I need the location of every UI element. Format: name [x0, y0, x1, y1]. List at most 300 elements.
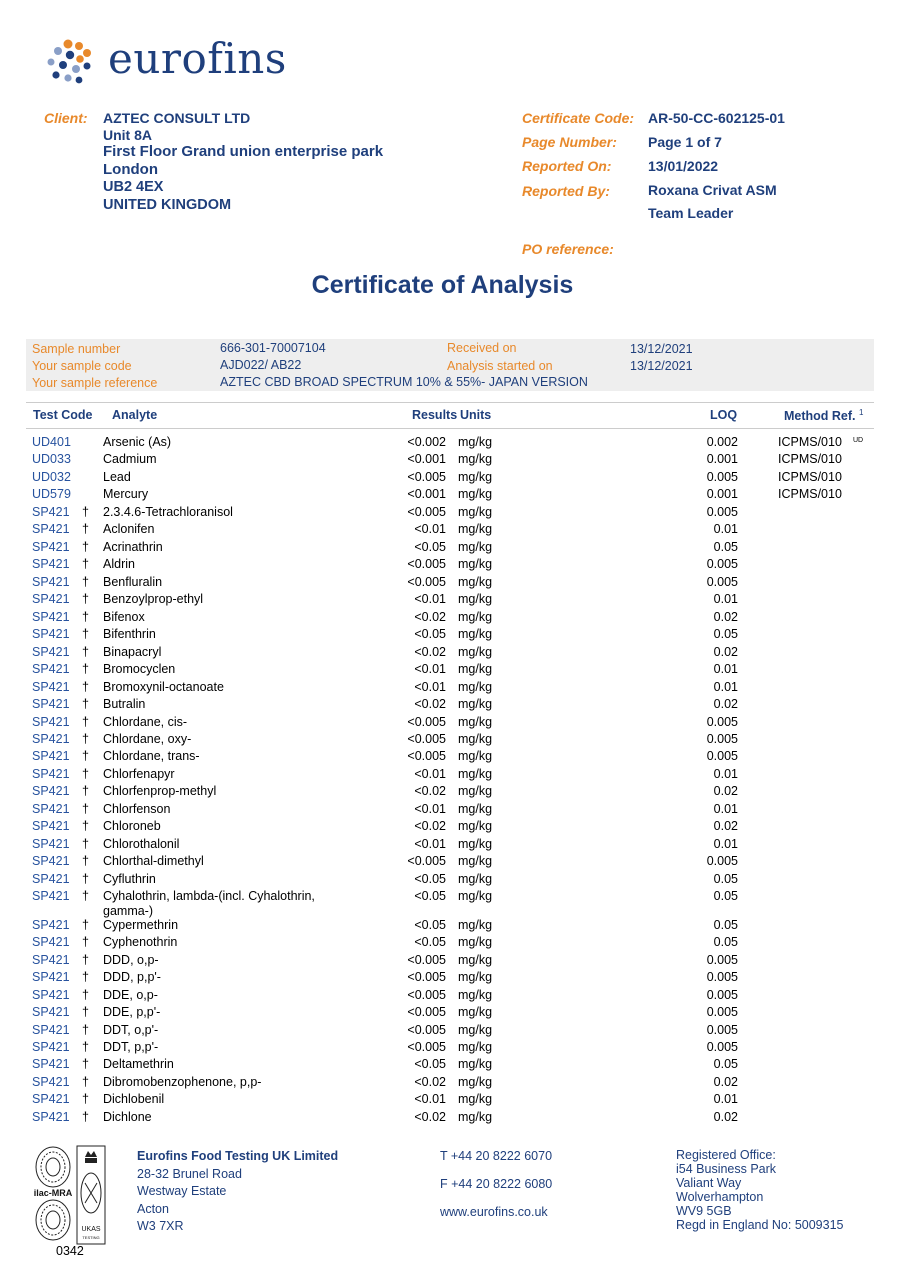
page-number-label: Page Number: — [522, 134, 617, 150]
footer-registered-line: WV9 5GB — [676, 1204, 732, 1218]
loq-cell: 0.02 — [713, 609, 738, 624]
test-code-cell: SP421 — [32, 679, 70, 694]
accreditation-dagger: † — [82, 592, 89, 607]
ilac-mra-logo-icon — [33, 1145, 73, 1245]
test-code-cell: SP421 — [32, 749, 70, 764]
sample-reference-label: Your sample reference — [32, 376, 158, 390]
svg-text:TESTING: TESTING — [82, 1235, 100, 1240]
po-reference-label: PO reference: — [522, 241, 614, 257]
table-row — [0, 610, 900, 627]
test-code-cell: SP421 — [32, 952, 70, 967]
result-cell: <0.01 — [414, 522, 446, 537]
test-code-cell: SP421 — [32, 854, 70, 869]
test-code-cell: SP421 — [32, 522, 70, 537]
test-code-cell: SP421 — [32, 935, 70, 950]
loq-cell: 0.01 — [713, 522, 738, 537]
accreditation-dagger: † — [82, 889, 89, 904]
client-address-line: Unit 8A — [103, 127, 152, 143]
footer-registered-line: Wolverhampton — [676, 1190, 764, 1204]
analyte-cell: DDT, o,p'- — [103, 1022, 159, 1037]
loq-cell: 0.01 — [713, 1092, 738, 1107]
footer-registration-number: Regd in England No: 5009315 — [676, 1218, 844, 1232]
accreditation-dagger: † — [82, 987, 89, 1002]
loq-cell: 0.05 — [713, 917, 738, 932]
test-code-cell: SP421 — [32, 504, 70, 519]
unit-cell: mg/kg — [458, 1057, 493, 1072]
result-cell: <0.05 — [414, 1057, 446, 1072]
accreditation-dagger: † — [82, 574, 89, 589]
certificate-code: AR-50-CC-602125-01 — [648, 110, 785, 126]
sample-code-label: Your sample code — [32, 359, 132, 373]
table-row — [0, 487, 900, 504]
reported-by-label: Reported By: — [522, 183, 610, 199]
accreditation-dagger: † — [82, 766, 89, 781]
analyte-cell: 2.3.4.6-Tetrachloranisol — [103, 504, 233, 519]
unit-cell: mg/kg — [458, 917, 493, 932]
accreditation-dagger: † — [82, 1092, 89, 1107]
loq-cell: 0.005 — [706, 1039, 738, 1054]
accreditation-dagger: † — [82, 970, 89, 985]
sample-number: 666-301-70007104 — [220, 341, 326, 355]
loq-cell: 0.005 — [706, 504, 738, 519]
table-row — [0, 767, 900, 784]
test-code-cell: SP421 — [32, 609, 70, 624]
unit-cell: mg/kg — [458, 784, 493, 799]
accreditation-dagger: † — [82, 784, 89, 799]
result-cell: <0.01 — [414, 592, 446, 607]
test-code-cell: SP421 — [32, 644, 70, 659]
footer-address-line: Acton — [137, 1202, 169, 1216]
table-row — [0, 680, 900, 697]
accreditation-number: 0342 — [56, 1244, 84, 1258]
analyte-cell: Cyphenothrin — [103, 935, 178, 950]
loq-cell: 0.005 — [706, 987, 738, 1002]
table-divider — [26, 428, 874, 429]
accreditation-dagger: † — [82, 819, 89, 834]
unit-cell: mg/kg — [458, 749, 493, 764]
result-cell: <0.02 — [414, 644, 446, 659]
result-cell: <0.001 — [407, 487, 446, 502]
method-cell: ICPMS/010 — [778, 487, 842, 502]
client-address-line: First Floor Grand union enterprise park — [103, 143, 384, 160]
analyte-cell: Cyhalothrin, lambda-(incl. Cyhalothrin, gamma-) — [103, 889, 315, 919]
analyte-cell: Chloroneb — [103, 819, 161, 834]
loq-cell: 0.05 — [713, 1057, 738, 1072]
sample-number-label: Sample number — [32, 342, 121, 356]
loq-cell: 0.01 — [713, 766, 738, 781]
result-cell: <0.01 — [414, 679, 446, 694]
test-code-cell: SP421 — [32, 1022, 70, 1037]
accreditation-dagger: † — [82, 917, 89, 932]
test-code-cell: SP421 — [32, 627, 70, 642]
table-row — [0, 1005, 900, 1022]
loq-cell: 0.02 — [713, 697, 738, 712]
unit-cell: mg/kg — [458, 1022, 493, 1037]
footer-registered-line: i54 Business Park — [676, 1162, 777, 1176]
table-divider — [26, 402, 874, 403]
accreditation-dagger: † — [82, 662, 89, 677]
accreditation-dagger: † — [82, 714, 89, 729]
table-row — [0, 1023, 900, 1040]
analyte-cell: Acrinathrin — [103, 539, 163, 554]
result-cell: <0.005 — [407, 469, 446, 484]
loq-cell: 0.005 — [706, 557, 738, 572]
unit-cell: mg/kg — [458, 801, 493, 816]
test-code-cell: UD032 — [32, 469, 71, 484]
result-cell: <0.01 — [414, 766, 446, 781]
column-header-loq: LOQ — [710, 408, 738, 422]
accreditation-dagger: † — [82, 952, 89, 967]
table-row — [0, 1075, 900, 1092]
unit-cell: mg/kg — [458, 644, 493, 659]
result-cell: <0.02 — [414, 609, 446, 624]
test-code-cell: UD401 — [32, 435, 71, 449]
unit-cell: mg/kg — [458, 871, 493, 886]
table-row — [0, 872, 900, 889]
table-row — [0, 522, 900, 539]
analyte-cell: Binapacryl — [103, 644, 162, 659]
loq-cell: 0.01 — [713, 801, 738, 816]
result-cell: <0.005 — [407, 1022, 446, 1037]
footer-fax: F +44 20 8222 6080 — [440, 1177, 553, 1191]
table-row — [0, 592, 900, 609]
analyte-cell: Dichlone — [103, 1109, 152, 1124]
footer-registered-line: Registered Office: — [676, 1148, 776, 1162]
unit-cell: mg/kg — [458, 522, 493, 537]
result-cell: <0.005 — [407, 749, 446, 764]
unit-cell: mg/kg — [458, 714, 493, 729]
test-code-cell: SP421 — [32, 917, 70, 932]
accreditation-dagger: † — [82, 609, 89, 624]
unit-cell: mg/kg — [458, 679, 493, 694]
reported-by-role: Team Leader — [648, 205, 734, 221]
unit-cell: mg/kg — [458, 697, 493, 712]
client-name: AZTEC CONSULT LTD — [103, 110, 251, 126]
table-row — [0, 935, 900, 952]
loq-cell: 0.02 — [713, 819, 738, 834]
loq-cell: 0.01 — [713, 836, 738, 851]
result-cell: <0.005 — [407, 714, 446, 729]
result-cell: <0.01 — [414, 662, 446, 677]
loq-cell: 0.001 — [706, 487, 738, 502]
result-cell: <0.05 — [414, 871, 446, 886]
unit-cell: mg/kg — [458, 435, 493, 449]
unit-cell: mg/kg — [458, 539, 493, 554]
unit-cell: mg/kg — [458, 609, 493, 624]
test-code-cell: SP421 — [32, 1057, 70, 1072]
result-cell: <0.005 — [407, 1005, 446, 1020]
test-code-cell: SP421 — [32, 1109, 70, 1124]
analyte-cell: Aclonifen — [103, 522, 155, 537]
table-row — [0, 802, 900, 819]
analyte-cell: Cypermethrin — [103, 917, 179, 932]
loq-cell: 0.001 — [706, 452, 738, 467]
loq-cell: 0.005 — [706, 952, 738, 967]
analyte-cell: Chlorothalonil — [103, 836, 180, 851]
loq-cell: 0.02 — [713, 1109, 738, 1124]
analyte-cell: Chlorthal-dimethyl — [103, 854, 204, 869]
table-row — [0, 470, 900, 487]
certificate-code-label: Certificate Code: — [522, 110, 635, 126]
accreditation-dagger: † — [82, 697, 89, 712]
test-code-cell: SP421 — [32, 987, 70, 1002]
ukas-testing-logo-icon — [76, 1145, 106, 1245]
analyte-cell: Chlorfenprop-methyl — [103, 784, 217, 799]
unit-cell: mg/kg — [458, 1092, 493, 1107]
table-row — [0, 889, 900, 918]
accreditation-dagger: † — [82, 644, 89, 659]
test-code-cell: SP421 — [32, 836, 70, 851]
reported-on-label: Reported On: — [522, 158, 612, 174]
accreditation-dagger: † — [82, 539, 89, 554]
loq-cell: 0.002 — [706, 435, 738, 449]
result-cell: <0.001 — [407, 452, 446, 467]
method-cell: ICPMS/010 — [778, 469, 842, 484]
footer-address-line: 28-32 Brunel Road — [137, 1167, 242, 1181]
analyte-cell: Cadmium — [103, 452, 157, 467]
analysis-started-label: Analysis started on — [447, 359, 553, 373]
analyte-cell: Bromocyclen — [103, 662, 176, 677]
analyte-cell: Arsenic (As) — [103, 435, 172, 449]
loq-cell: 0.005 — [706, 714, 738, 729]
result-cell: <0.005 — [407, 731, 446, 746]
table-row — [0, 715, 900, 732]
unit-cell: mg/kg — [458, 1039, 493, 1054]
column-header-results: Results — [412, 408, 458, 422]
loq-cell: 0.02 — [713, 784, 738, 799]
analyte-cell: Butralin — [103, 697, 146, 712]
table-row — [0, 732, 900, 749]
result-cell: <0.02 — [414, 819, 446, 834]
loq-cell: 0.005 — [706, 731, 738, 746]
table-row — [0, 557, 900, 574]
received-on-label: Received on — [447, 341, 517, 355]
analyte-cell: DDD, o,p- — [103, 952, 159, 967]
unit-cell: mg/kg — [458, 935, 493, 950]
reported-on-date: 13/01/2022 — [648, 158, 719, 174]
footer-address-line: Westway Estate — [137, 1184, 227, 1198]
loq-cell: 0.05 — [713, 889, 738, 904]
accreditation-dagger: † — [82, 854, 89, 869]
loq-cell: 0.02 — [713, 1074, 738, 1089]
loq-cell: 0.02 — [713, 644, 738, 659]
svg-text:UKAS: UKAS — [81, 1226, 101, 1233]
loq-cell: 0.005 — [706, 970, 738, 985]
result-cell: <0.005 — [407, 987, 446, 1002]
result-cell: <0.02 — [414, 784, 446, 799]
table-row — [0, 1040, 900, 1057]
loq-cell: 0.005 — [706, 469, 738, 484]
loq-cell: 0.005 — [706, 1005, 738, 1020]
page-number: Page 1 of 7 — [648, 134, 722, 150]
analyte-cell: Mercury — [103, 487, 149, 502]
analyte-cell: Chlordane, trans- — [103, 749, 200, 764]
loq-cell: 0.005 — [706, 749, 738, 764]
unit-cell: mg/kg — [458, 662, 493, 677]
footer-registered-line: Valiant Way — [676, 1176, 742, 1190]
sample-reference: AZTEC CBD BROAD SPECTRUM 10% & 55%- JAPAN VERSION — [220, 375, 588, 389]
page-title: Certificate of Analysis — [311, 271, 574, 299]
result-cell: <0.05 — [414, 917, 446, 932]
footer-website-link[interactable]: www.eurofins.co.uk — [440, 1205, 548, 1219]
analysis-started-date: 13/12/2021 — [630, 359, 693, 373]
test-code-cell: SP421 — [32, 697, 70, 712]
result-cell: <0.005 — [407, 504, 446, 519]
test-code-cell: SP421 — [32, 1092, 70, 1107]
column-header-units: Units — [460, 408, 492, 422]
test-code-cell: UD579 — [32, 487, 71, 502]
accreditation-dagger: † — [82, 731, 89, 746]
method-note-cell: UD — [853, 437, 864, 444]
result-cell: <0.01 — [414, 801, 446, 816]
unit-cell: mg/kg — [458, 1074, 493, 1089]
client-label: Client: — [44, 110, 88, 126]
table-row — [0, 953, 900, 970]
accreditation-dagger: † — [82, 1022, 89, 1037]
unit-cell: mg/kg — [458, 970, 493, 985]
unit-cell: mg/kg — [458, 854, 493, 869]
unit-cell: mg/kg — [458, 627, 493, 642]
analyte-cell: Dibromobenzophenone, p,p- — [103, 1074, 262, 1089]
loq-cell: 0.05 — [713, 935, 738, 950]
results-table-body — [0, 435, 900, 1127]
test-code-cell: SP421 — [32, 1074, 70, 1089]
table-row — [0, 435, 900, 452]
result-cell: <0.005 — [407, 970, 446, 985]
table-row — [0, 854, 900, 871]
unit-cell: mg/kg — [458, 889, 493, 904]
test-code-cell: SP421 — [32, 819, 70, 834]
analyte-cell: Lead — [103, 469, 131, 484]
result-cell: <0.05 — [414, 627, 446, 642]
accreditation-dagger: † — [82, 679, 89, 694]
analyte-cell: DDT, p,p'- — [103, 1039, 159, 1054]
accreditation-dagger: † — [82, 1005, 89, 1020]
table-row — [0, 1092, 900, 1109]
eurofins-logo-icon — [46, 38, 106, 88]
accreditation-dagger: † — [82, 871, 89, 886]
test-code-cell: SP421 — [32, 539, 70, 554]
footer-address-line: W3 7XR — [137, 1219, 184, 1233]
unit-cell: mg/kg — [458, 574, 493, 589]
test-code-cell: SP421 — [32, 592, 70, 607]
accreditation-dagger: † — [82, 627, 89, 642]
table-row — [0, 749, 900, 766]
test-code-cell: SP421 — [32, 731, 70, 746]
method-cell: ICPMS/010 — [778, 435, 842, 449]
table-row — [0, 1057, 900, 1074]
table-row — [0, 540, 900, 557]
test-code-cell: SP421 — [32, 557, 70, 572]
client-country: UNITED KINGDOM — [103, 197, 232, 213]
loq-cell: 0.05 — [713, 871, 738, 886]
client-address-line: UB2 4EX — [103, 179, 164, 195]
loq-cell: 0.01 — [713, 592, 738, 607]
table-row — [0, 627, 900, 644]
test-code-cell: SP421 — [32, 574, 70, 589]
test-code-cell: SP421 — [32, 766, 70, 781]
loq-cell: 0.005 — [706, 574, 738, 589]
reported-by-name: Roxana Crivat ASM — [648, 182, 777, 198]
method-header-label: Method Ref. — [784, 409, 856, 424]
table-row — [0, 784, 900, 801]
analyte-cell: Chlorfenson — [103, 801, 171, 816]
table-row — [0, 918, 900, 935]
loq-cell: 0.05 — [713, 627, 738, 642]
client-address-line: London — [103, 161, 158, 178]
accreditation-dagger: † — [82, 1109, 89, 1124]
test-code-cell: UD033 — [32, 452, 71, 467]
test-code-cell: SP421 — [32, 662, 70, 677]
analyte-cell: Aldrin — [103, 557, 135, 572]
result-cell: <0.005 — [407, 854, 446, 869]
unit-cell: mg/kg — [458, 487, 493, 502]
analyte-cell: Deltamethrin — [103, 1057, 174, 1072]
analyte-cell: Bifenthrin — [103, 627, 156, 642]
loq-cell: 0.05 — [713, 539, 738, 554]
test-code-cell: SP421 — [32, 801, 70, 816]
unit-cell: mg/kg — [458, 766, 493, 781]
analyte-cell: Benfluralin — [103, 574, 163, 589]
result-cell: <0.02 — [414, 1074, 446, 1089]
column-header-method — [784, 408, 863, 423]
footer-company-name: Eurofins Food Testing UK Limited — [137, 1149, 339, 1163]
result-cell: <0.005 — [407, 574, 446, 589]
accreditation-dagger: † — [82, 836, 89, 851]
loq-cell: 0.01 — [713, 662, 738, 677]
result-cell: <0.05 — [414, 889, 446, 904]
result-cell: <0.02 — [414, 697, 446, 712]
test-code-cell: SP421 — [32, 970, 70, 985]
result-cell: <0.05 — [414, 539, 446, 554]
unit-cell: mg/kg — [458, 469, 493, 484]
unit-cell: mg/kg — [458, 952, 493, 967]
accreditation-dagger: † — [82, 935, 89, 950]
analyte-cell: Dichlobenil — [103, 1092, 165, 1107]
test-code-cell: SP421 — [32, 1005, 70, 1020]
analyte-cell: Chlordane, cis- — [103, 714, 188, 729]
table-row — [0, 575, 900, 592]
test-code-cell: SP421 — [32, 784, 70, 799]
table-row — [0, 452, 900, 469]
table-row — [0, 837, 900, 854]
unit-cell: mg/kg — [458, 819, 493, 834]
sample-code: AJD022/ AB22 — [220, 358, 302, 372]
analyte-cell: Cyfluthrin — [103, 871, 156, 886]
analyte-cell: DDD, p,p'- — [103, 970, 161, 985]
column-header-test-code: Test Code — [33, 408, 93, 422]
result-cell: <0.005 — [407, 557, 446, 572]
table-row — [0, 988, 900, 1005]
accreditation-dagger: † — [82, 522, 89, 537]
unit-cell: mg/kg — [458, 731, 493, 746]
unit-cell: mg/kg — [458, 1109, 493, 1124]
received-on-date: 13/12/2021 — [630, 342, 693, 356]
accreditation-dagger: † — [82, 557, 89, 572]
method-cell: ICPMS/010 — [778, 452, 842, 467]
unit-cell: mg/kg — [458, 987, 493, 1002]
table-row — [0, 505, 900, 522]
accreditation-dagger: † — [82, 801, 89, 816]
accreditation-dagger: † — [82, 1057, 89, 1072]
accreditation-dagger: † — [82, 1039, 89, 1054]
result-cell: <0.005 — [407, 952, 446, 967]
table-row — [0, 1110, 900, 1127]
table-row — [0, 819, 900, 836]
analyte-cell: Benzoylprop-ethyl — [103, 592, 204, 607]
unit-cell: mg/kg — [458, 592, 493, 607]
analyte-cell: DDE, o,p- — [103, 987, 158, 1002]
